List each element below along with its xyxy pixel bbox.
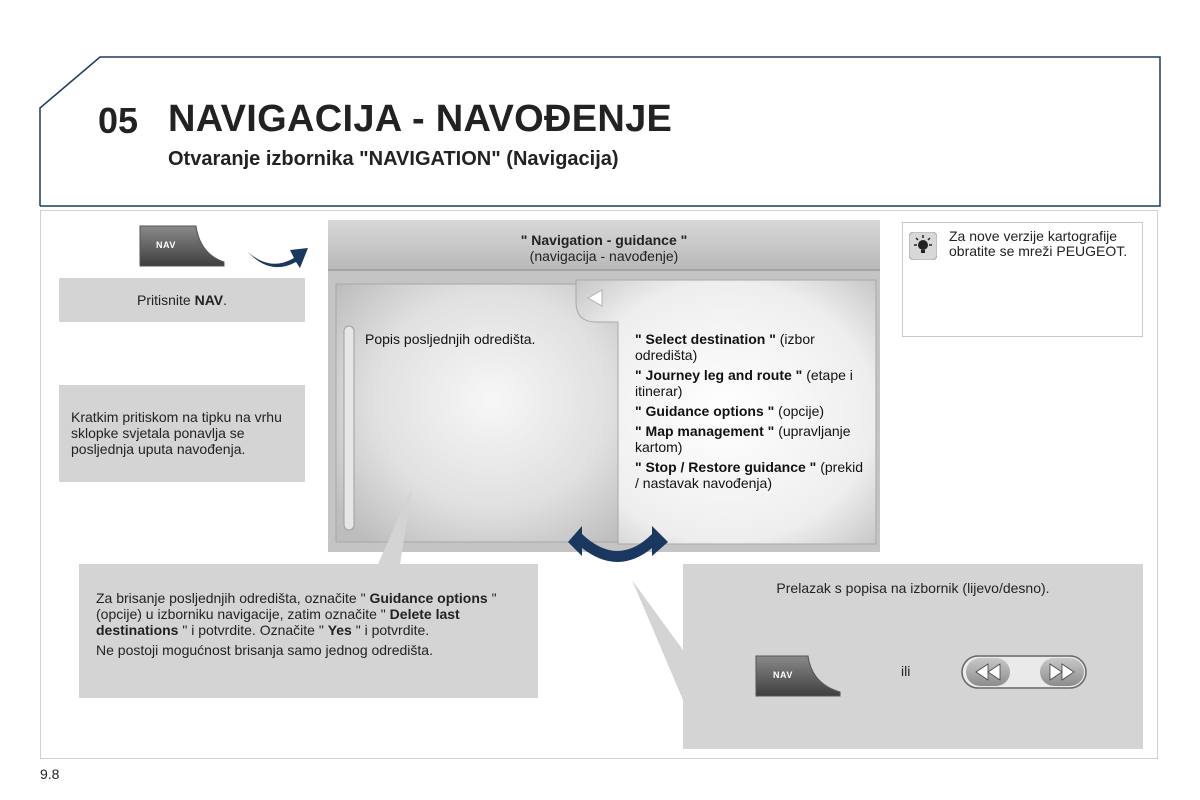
menu-item-journey-leg[interactable]: " Journey leg and route " (etape i itinerar) xyxy=(635,367,853,399)
menu-item-guidance-options[interactable]: " Guidance options " (opcije) xyxy=(635,403,825,419)
menu-item-select-destination[interactable]: " Select destination " (izbor odredišta) xyxy=(635,331,815,363)
menu-item-map-management[interactable]: " Map management " (upravljanje kartom) xyxy=(635,423,851,455)
recent-destinations-label: Popis posljednjih odredišta. xyxy=(365,331,536,347)
page-title: NAVIGACIJA - NAVOĐENJE xyxy=(168,98,673,140)
page-subtitle: Otvaranje izbornika "NAVIGATION" (Navigacija) xyxy=(168,148,619,170)
seek-buttons xyxy=(960,654,1088,692)
delete-info-box xyxy=(79,564,538,698)
repeat-info-text: Kratkim pritiskom na tipku na vrhu sklopke svjetala ponavlja se posljednja uputa navođenja. xyxy=(71,409,282,457)
page-number: 9.8 xyxy=(40,766,60,782)
screen-title-sub: (navigacija - navođenje) xyxy=(529,248,679,264)
press-key: NAV xyxy=(194,292,224,308)
delete-info-note: Ne postoji mogućnost brisanja samo jednog odredišta. xyxy=(96,642,433,658)
or-label: ili xyxy=(901,663,911,679)
screen-title-main: " Navigation - guidance " xyxy=(520,232,688,248)
nav-button-icon-2 xyxy=(754,654,842,698)
press-suffix: . xyxy=(223,292,227,308)
nav-button-label: NAV xyxy=(156,240,176,250)
nav-button-label-2: NAV xyxy=(773,670,793,680)
delete-info-paragraph: Za brisanje posljednjih odredišta, označite " Guidance options " (opcije) u izborniku navigacije, zatim označite " Delete last destinations " i potvrdite. Označite " Yes " i potvrdite. xyxy=(96,590,497,638)
chapter-number: 05 xyxy=(98,100,139,141)
press-prefix: Pritisnite xyxy=(137,292,195,308)
switch-info-text: Prelazak s popisa na izbornik (lijevo/desno). xyxy=(776,580,1050,596)
menu-item-stop-restore[interactable]: " Stop / Restore guidance " (prekid / nastavak navođenja) xyxy=(635,459,863,491)
info-note-text: Za nove verzije kartografije obratite se mreži PEUGEOT. xyxy=(949,228,1128,259)
